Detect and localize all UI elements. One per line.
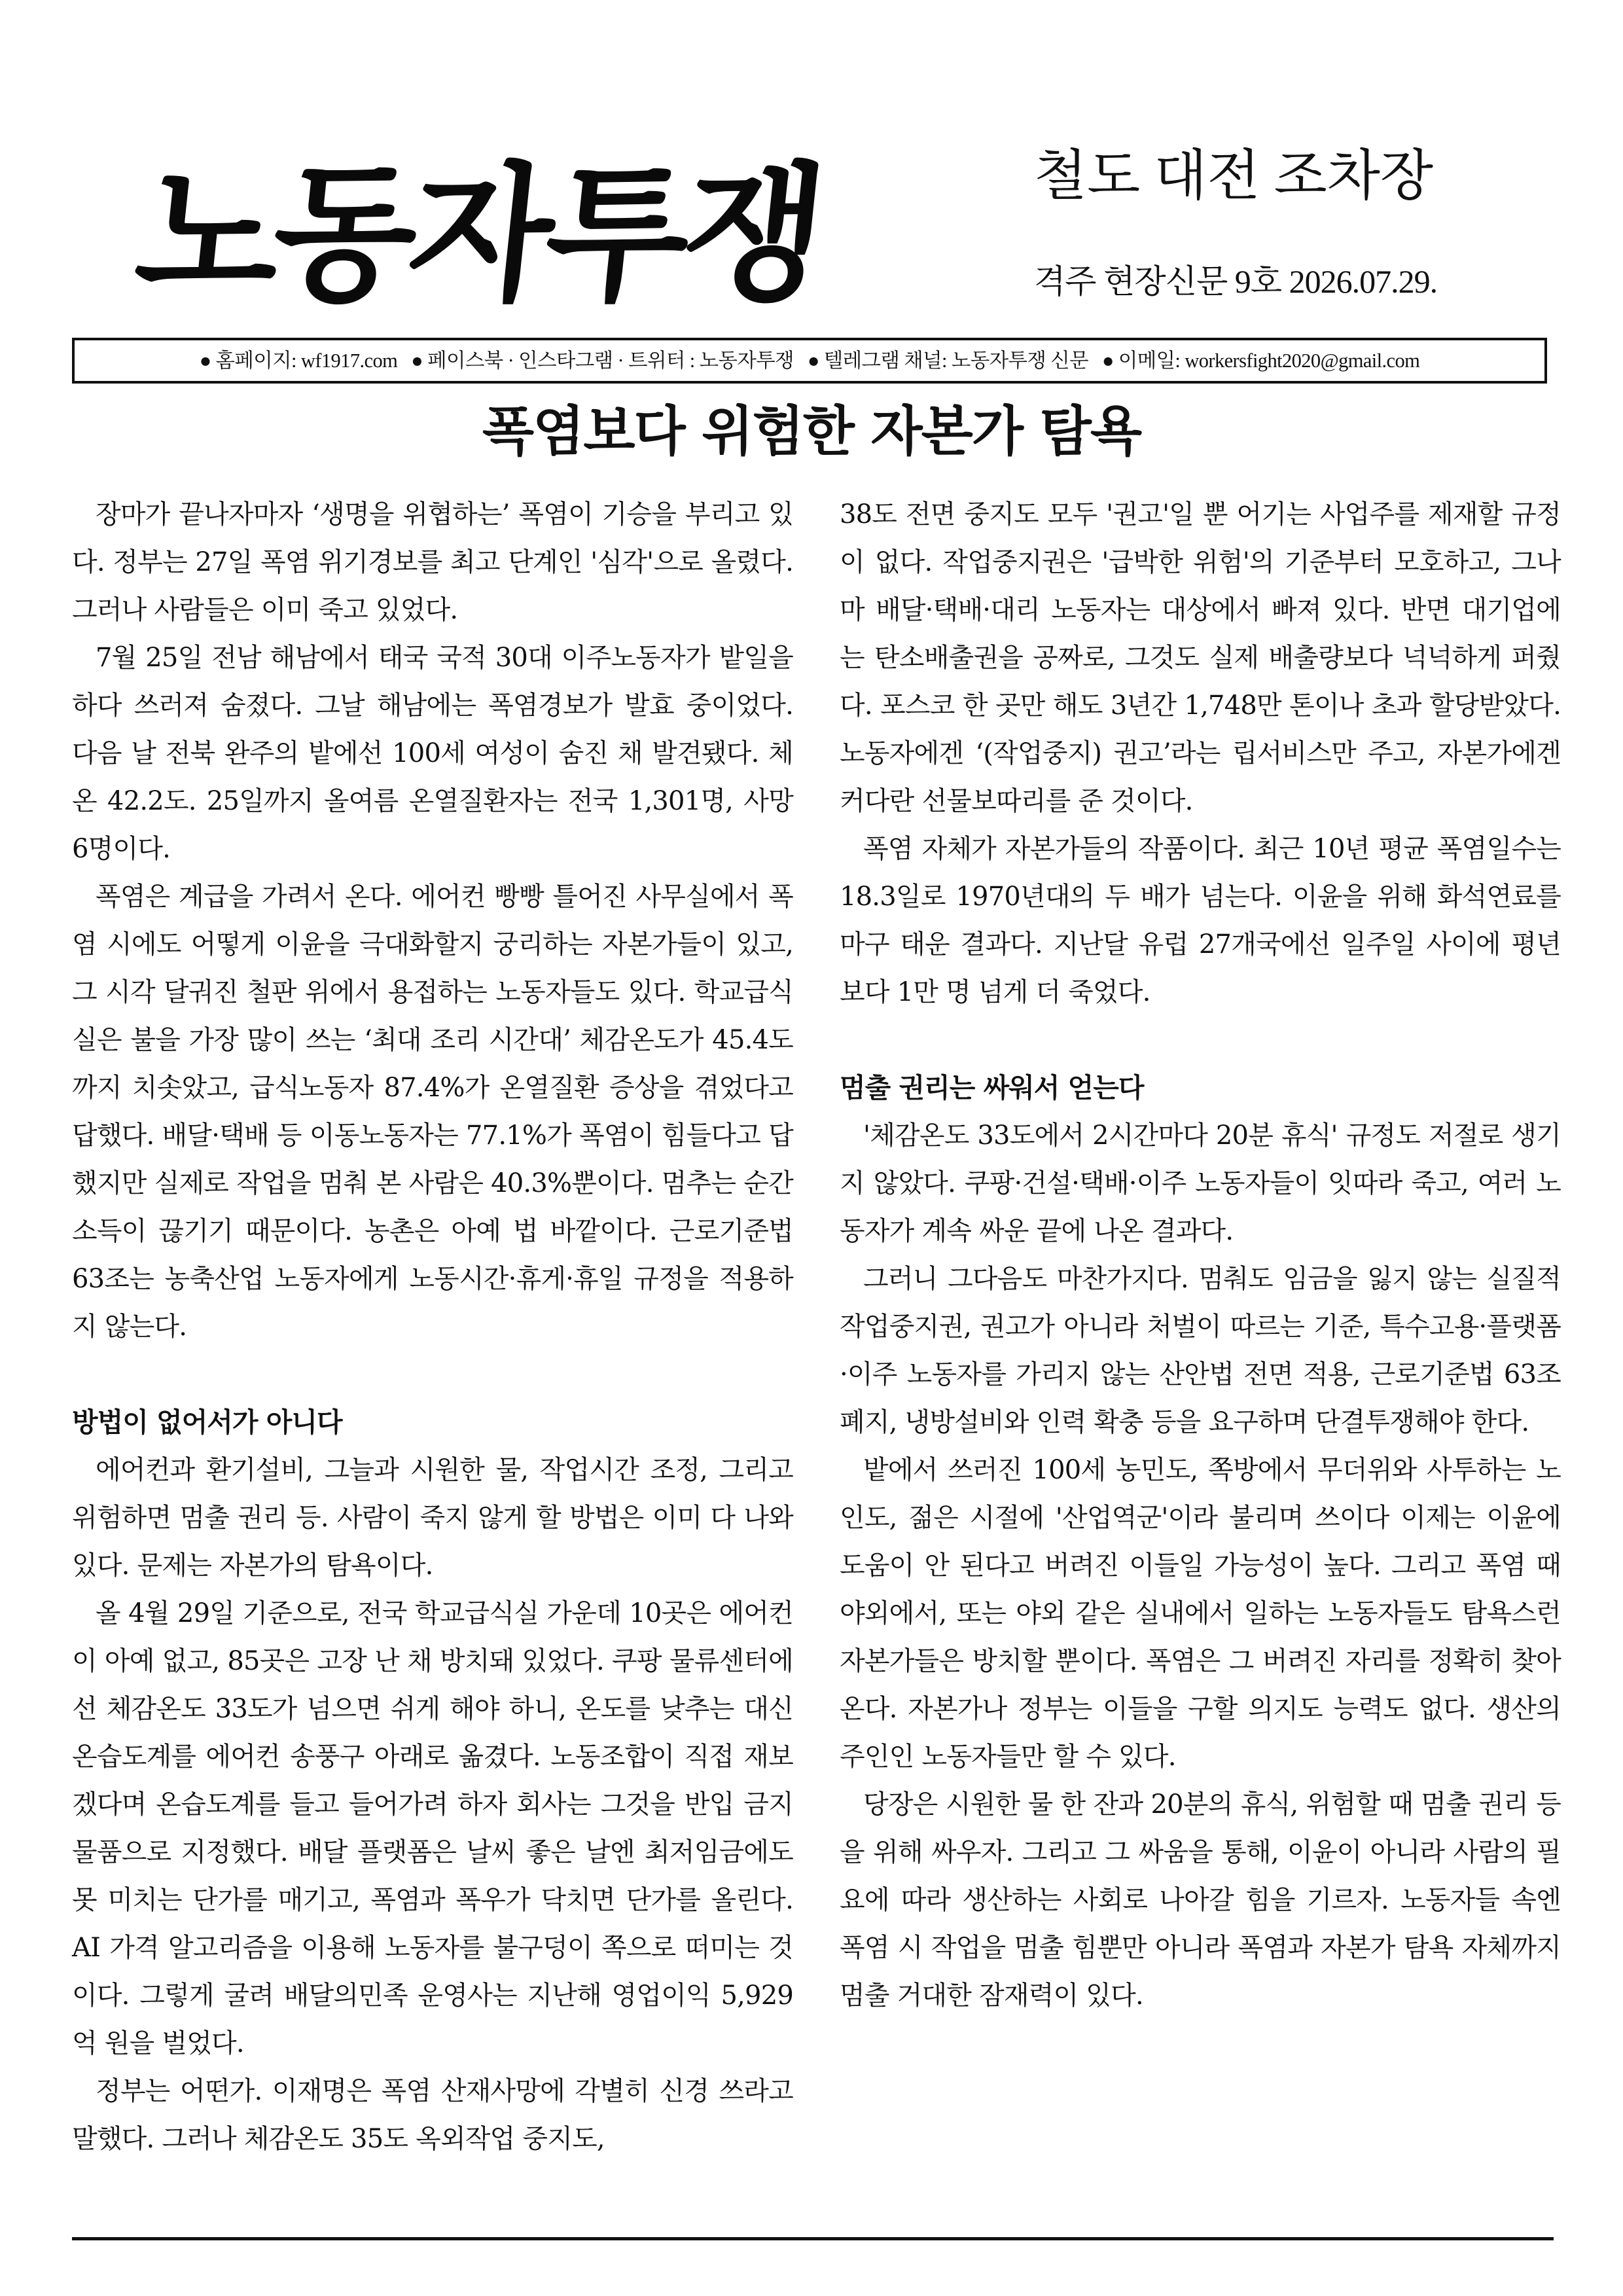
contact-homepage[interactable]: ● 홈페이지: wf1917.com (199, 350, 398, 372)
edition-info (1034, 144, 1571, 301)
paragraph: 그러니 그다음도 마찬가지다. 멈춰도 임금을 잃지 않는 실질적 작업중지권, 권고가 아니라 처벌이 따르는 기준, 특수고용·플랫폼·이주 노동자를 가리지 않는 산안법 전면 적용, 근로기준법 63조 폐지, 냉방설비와 인력 확충 등을 요구하며 단결투쟁해야 한다. (840, 1264, 1561, 1437)
paragraph: 7월 25일 전남 해남에서 태국 국적 30대 이주노동자가 밭일을 하다 쓰러져 숨졌다. 그날 해남에는 폭염경보가 발효 중이었다. 다음 날 전북 완주의 밭에선 100세 여성이 숨진 채 발견됐다. 체온 42.2도. 25일까지 올여름 온열질환자는 전국 1,301명, 사망 6명이다. (72, 643, 793, 864)
paragraph: '체감온도 33도에서 2시간마다 20분 휴식' 규정도 저절로 생기지 않았다. 쿠팡·건설·택배·이주 노동자들이 잇따라 죽고, 여러 노동자가 계속 싸운 끝에 나온 결과다. (840, 1121, 1561, 1246)
edition-place: 철도 대전 조차장 (1034, 146, 1434, 207)
paragraph: 장마가 끝나자마자 ‘생명을 위협하는’ 폭염이 기승을 부리고 있다. 정부는 27일 폭염 위기경보를 최고 단계인 '심각'으로 올렸다. 그러나 사람들은 이미 죽고 있었다. (72, 499, 793, 625)
paragraph: 밭에서 쓰러진 100세 농민도, 쪽방에서 무더위와 사투하는 노인도, 젊은 시절에 '산업역군'이라 불리며 쓰이다 이제는 이윤에 도움이 안 된다고 버려진 이들일 가능성이 높다. 그리고 폭염 때 야외에서, 또는 야외 같은 실내에서 일하는 노동자들도 탐욕스런 자본가들은 방치할 뿐이다. 폭염은 그 버려진 자리를 정확히 찾아온다. 자본가나 정부는 이들을 구할 의지도 능력도 없다. 생산의 주인인 노동자들만 할 수 있다. (840, 1455, 1561, 1772)
paragraph: 폭염 자체가 자본가들의 작품이다. 최근 10년 평균 폭염일수는 18.3일로 1970년대의 두 배가 넘는다. 이윤을 위해 화석연료를 마구 태운 결과다. 지난달 유럽 27개국에선 일주일 사이에 평년보다 1만 명 넘게 더 죽었다. (840, 834, 1561, 1007)
article-column-right (840, 491, 1561, 2020)
paragraph: 폭염은 계급을 가려서 온다. 에어컨 빵빵 틀어진 사무실에서 폭염 시에도 어떻게 이윤을 극대화할지 궁리하는 자본가들이 있고, 그 시각 달궈진 철판 위에서 용접하는 노동자들도 있다. 학교급식실은 불을 가장 많이 쓰는 ‘최대 조리 시간대’ 체감온도가 45.4도까지 치솟았고, 급식노동자 87.4%가 온열질환 증상을 겪었다고 답했다. 배달·택배 등 이동노동자는 77.1%가 폭염이 힘들다고 답했지만 실제로 작업을 멈춰 본 사람은 40.3%뿐이다. 멈추는 순간 소득이 끊기기 때문이다. 농촌은 아예 법 바깥이다. 근로기준법 63조는 농축산업 노동자에게 노동시간·휴게·휴일 규정을 적용하지 않는다. (72, 882, 793, 1342)
section-heading: 방법이 없어서가 아니다 (72, 1407, 342, 1438)
paragraph: 정부는 어떤가. 이재명은 폭염 산재사망에 각별히 신경 쓰라고 말했다. 그러나 체감온도 35도 옥외작업 중지도, (72, 2076, 793, 2154)
bottom-rule (72, 2237, 1554, 2240)
section-heading: 멈출 권리는 싸워서 얻는다 (840, 1072, 1144, 1103)
contact-social: ● 페이스북 · 인스타그램 · 트위터 : 노동자투쟁 (411, 350, 794, 372)
edition-issue: 격주 현장신문 9호 2026.07.29. (1034, 263, 1438, 300)
paragraph: 에어컨과 환기설비, 그늘과 시원한 물, 작업시간 조정, 그리고 위험하면 멈출 권리 등. 사람이 죽지 않게 할 방법은 이미 다 나와 있다. 문제는 자본가의 탐욕이다. (72, 1455, 793, 1581)
paragraph-continued: 38도 전면 중지도 모두 '권고'일 뿐 어기는 사업주를 제재할 규정이 없다. 작업중지권은 '급박한 위험'의 기준부터 모호하고, 그나마 배달·택배·대리 노동자는 대상에서 빠져 있다. 반면 대기업에는 탄소배출권을 공짜로, 그것도 실제 배출량보다 넉넉하게 퍼줬다. 포스코 한 곳만 해도 3년간 1,748만 톤이나 초과 할당받았다. 노동자에겐 ‘(작업중지) 권고’라는 립서비스만 주고, 자본가에겐 커다란 선물보따리를 준 것이다. (840, 499, 1561, 816)
article-column-left (72, 491, 793, 2163)
paragraph: 올 4월 29일 기준으로, 전국 학교급식실 가운데 10곳은 에어컨이 아예 없고, 85곳은 고장 난 채 방치돼 있었다. 쿠팡 물류센터에선 체감온도 33도가 넘으면 쉬게 해야 하니, 온도를 낮추는 대신 온습도계를 에어컨 송풍구 아래로 옮겼다. 노동조합이 직접 재보겠다며 온습도계를 들고 들어가려 하자 회사는 그것을 반입 금지 물품으로 지정했다. 배달 플랫폼은 날씨 좋은 날엔 최저임금에도 못 미치는 단가를 매기고, 폭염과 폭우가 닥치면 단가를 올린다. AI 가격 알고리즘을 이용해 노동자를 불구덩이 쪽으로 떠미는 것이다. 그렇게 굴려 배달의민족 운영사는 지난해 영업이익 5,929억 원을 벌었다. (72, 1598, 793, 2058)
masthead-logo: 노동자투쟁 (128, 149, 829, 321)
paragraph: 당장은 시원한 물 한 잔과 20분의 휴식, 위험할 때 멈출 권리 등을 위해 싸우자. 그리고 그 싸움을 통해, 이윤이 아니라 사람의 필요에 따라 생산하는 사회로 나아갈 힘을 기르자. 노동자들 속엔 폭염 시 작업을 멈출 힘뿐만 아니라 폭염과 자본가 탐욕 자체까지 멈출 거대한 잠재력이 있다. (840, 1789, 1561, 2011)
contact-email[interactable]: ● 이메일: workersfight2020@gmail.com (1102, 350, 1420, 372)
contact-telegram: ● 텔레그램 채널: 노동자투쟁 신문 (807, 350, 1088, 372)
contact-bar (72, 338, 1547, 384)
article-headline: 폭염보다 위험한 자본가 탐욕 (482, 401, 1141, 463)
